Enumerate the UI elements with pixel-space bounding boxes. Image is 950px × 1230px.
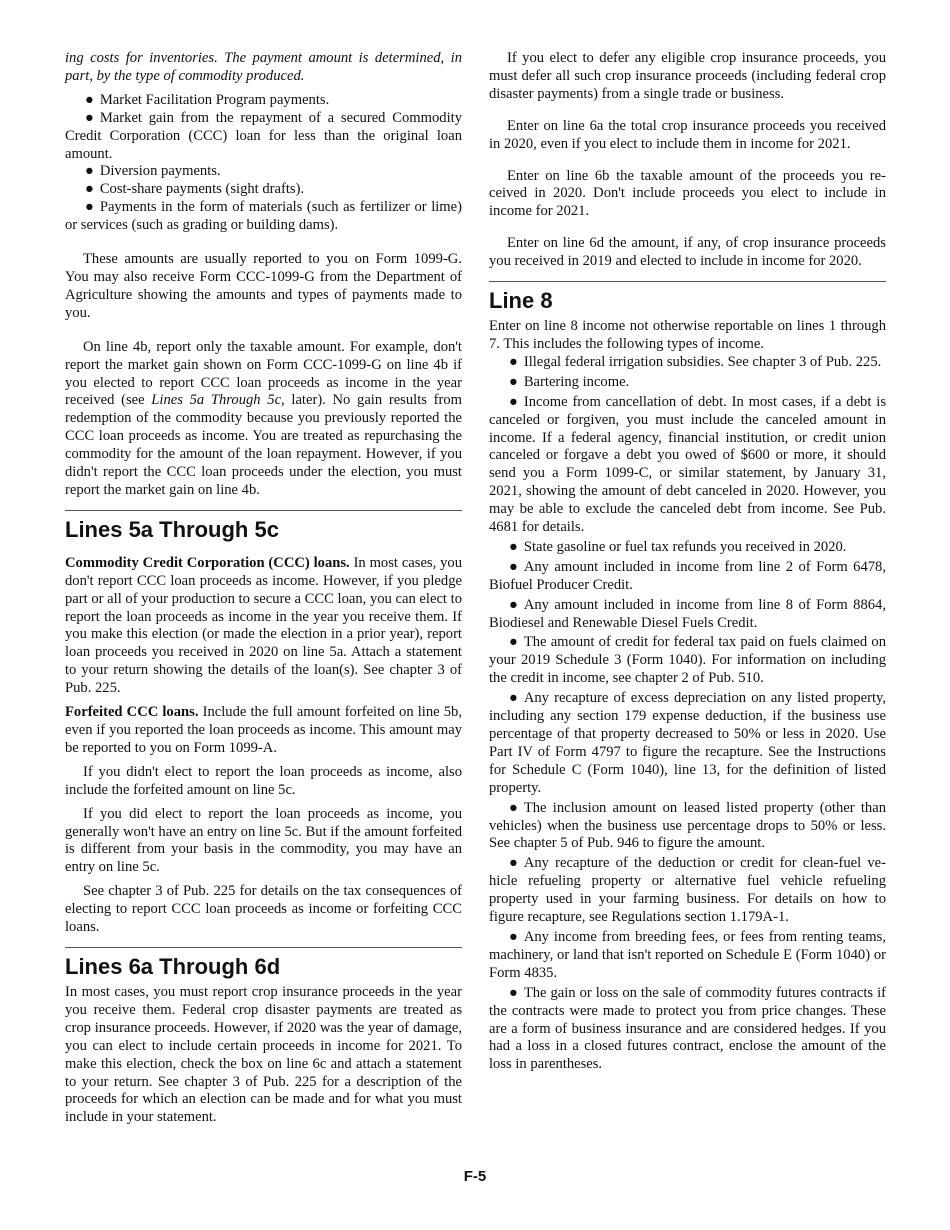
bullet-icon: ● bbox=[509, 855, 518, 872]
bullet-icon: ● bbox=[509, 984, 518, 1001]
list-item: ● The gain or loss on the sale of commodity futures contracts if the contracts were made to protect you from price changes. These are a form of business insurance and are considered hedges. If you had a loss in a closed futures contract, enclose the amount of the loss in parentheses. bbox=[489, 984, 886, 1073]
list-item: ● The amount of credit for federal tax paid on fuels claimed on your 2019 Schedule 3 (Form 1040). For information on including the credit in income, see chapter 2 of Pub. 510. bbox=[489, 634, 886, 687]
list-item: ● Payments in the form of materials (such as fertilizer or lime) or services (such as grading or building dams). bbox=[65, 199, 462, 234]
bullet-icon: ● bbox=[85, 163, 94, 180]
list-item: ● Market gain from the repayment of a secured Commodity Credit Corporation (CCC) loan for less than the original loan amount. bbox=[65, 109, 462, 162]
list-item: ● Any recapture of the deduction or credit for clean-fuel vehicle refueling property or alternative fuel vehicle refueling property used in your farming business. For details on how to figure recapture, see Regulations section 1.179A-1. bbox=[489, 855, 886, 926]
list-item: ● Any recapture of excess depreciation on any listed property, including any section 179 expense deduction, if the business use percentage of that property decreased to 50% or less in 2020. Use Part IV of Form 4797 to figure the recapture. See the Instructions for Schedule C (Form 1040), line 13, for the definition of listed property. bbox=[489, 690, 886, 796]
defer-paragraph: If you elect to defer any eligible crop insurance proceeds, you must defer all such crop insurance proceeds (including federal crop disaster payments) from a single trade or business. bbox=[489, 50, 886, 102]
ccc-loans-paragraph: Commodity Credit Corporation (CCC) loans. In most cases, you don't report CCC loan proceeds as income. However, if you pledge part or all of your production to secure a CCC loan, you can elect to report the loan proceeds as income in the year you receive them. If you make this election (or made the election in a prior year), report loan proceeds you received in 2020 on line 5a. Attach a statement to your return showing the details of the loan(s). See chapter 3 of Pub. 225. bbox=[65, 554, 463, 697]
list-item: ● Market Facilitation Program payments. bbox=[85, 91, 330, 108]
bullet-icon: ● bbox=[509, 596, 518, 613]
section-heading-lines-6a-6d: Lines 6a Through 6d bbox=[65, 947, 462, 980]
bullet-icon: ● bbox=[509, 538, 518, 555]
list-item: ● Income from cancellation of debt. In most cases, if a debt is canceled or forgiven, you must include the canceled amount in income. If a federal agency, financial institution, or credit union canceled or forgave a debt you owed of $600 or more, it should send you a Form 1099-C, or similar statement, by January 31, 2021, showing the amount of debt canceled in 2020. However, you may be able to exclude the canceled debt from income. See Pub. 4681 for details. bbox=[489, 393, 886, 536]
forfeited-loans-paragraph: Forfeited CCC loans. Include the full amount forfeited on line 5b, even if you reported the loan proceeds as income. This amount may be reported to you on Form 1099-A. bbox=[65, 704, 462, 756]
list-item: ● Cost-share payments (sight drafts). bbox=[85, 181, 305, 198]
bullet-icon: ● bbox=[509, 690, 518, 707]
list-item: ● Illegal federal irrigation subsidies. See chapter 3 of Pub. 225. bbox=[509, 353, 882, 370]
line-6b-paragraph: Enter on line 6b the taxable amount of the proceeds you received in 2020. Don't include proceeds you elect to include in income for 2021. bbox=[489, 167, 886, 220]
list-item: ● Any amount included in income from line 2 of Form 6478, Biofuel Producer Credit. bbox=[489, 558, 886, 593]
line-6d-paragraph: Enter on line 6d the amount, if any, of crop insurance proceeds you received in 2019 and elected to include in income for 2020. bbox=[489, 235, 886, 270]
page-number: F-5 bbox=[463, 1168, 487, 1185]
list-item: ● State gasoline or fuel tax refunds you received in 2020. bbox=[509, 538, 847, 555]
left-column bbox=[65, 50, 462, 1127]
did-elect-paragraph: If you did elect to report the loan proceeds as income, you generally won't have an entry on line 5c. But if the amount forfeited is different from your basis in the commodity, you may have an entry on line 5c. bbox=[65, 805, 462, 876]
line-4b-paragraph: On line 4b, report only the taxable amount. For example, don't report the market gain shown on Form CCC-1099-G on line 4b if you elected to report CCC loan proceeds as income in the year received (see Lines 5a Through 5c, later). No gain results from redemption of the commodity because you previously reported the CCC loan proceeds as income. You are treated as repurchasing the commodity for the amount of the loan repayment. However, if you didn't report the CCC loan proceeds under the election, you must report the market gain on line 4b. bbox=[65, 338, 462, 498]
bullet-icon: ● bbox=[509, 373, 518, 390]
list-item: ● The inclusion amount on leased listed property (other than vehicles) when the business use percentage drops to 50% or less. See chapter 5 of Pub. 946 to figure the amount. bbox=[489, 799, 886, 852]
list-item: ● Any amount included in income from line 8 of Form 8864, Biodiesel and Renewable Diesel Fuels Credit. bbox=[489, 596, 886, 631]
bullet-icon: ● bbox=[509, 393, 518, 410]
payments-bullet-list bbox=[65, 92, 462, 235]
section-heading-lines-5a-5c: Lines 5a Through 5c bbox=[65, 510, 462, 543]
bullet-icon: ● bbox=[509, 799, 518, 816]
right-column bbox=[489, 50, 886, 1074]
list-item: ● Any income from breeding fees, or fees from renting teams, machinery, or land that isn't reported on Schedule E (Form 1040) or Form 4835. bbox=[489, 928, 886, 981]
crop-insurance-paragraph: In most cases, you must report crop insurance proceeds in the year you receive them. Federal crop disaster payments are treated as crop insurance proceeds. However, if 2020 was the year of damage, you can elect to include certain proceeds in income for 2021. To make this election, check the box on line 6c and attach a statement to your return. See chapter 3 of Pub. 225 for a description of the proceeds for which an election can be made and for what you must include in your statement. bbox=[65, 983, 462, 1126]
list-item: ● Bartering income. bbox=[509, 373, 630, 390]
see-chapter-paragraph: See chapter 3 of Pub. 225 for details on the tax consequences of electing to report CCC loan proceeds as income or forfeiting CCC loans. bbox=[65, 883, 462, 936]
bullet-icon: ● bbox=[85, 109, 94, 126]
list-item: ● Diversion payments. bbox=[85, 163, 221, 180]
bullet-icon: ● bbox=[509, 634, 518, 651]
bullet-icon: ● bbox=[85, 181, 94, 198]
intro-italic-text: ing costs for inventories. The payment amount is determined, in part, by the type of commodity produced. bbox=[65, 50, 462, 84]
didnt-elect-paragraph: If you didn't elect to report the loan proceeds as income, also include the forfeited amount on line 5c. bbox=[65, 763, 462, 798]
bullet-icon: ● bbox=[509, 353, 518, 370]
line-6a-paragraph: Enter on line 6a the total crop insurance proceeds you received in 2020, even if you elect to include them in income for 2021. bbox=[489, 117, 886, 152]
line-8-paragraph: Enter on line 8 income not otherwise reportable on lines 1 through 7. This includes the following types of income. bbox=[489, 318, 886, 352]
bullet-icon: ● bbox=[509, 928, 518, 945]
form-1099g-paragraph: These amounts are usually reported to you on Form 1099-G. You may also receive Form CCC-1099-G from the Department of Agriculture showing the amounts and types of payments made to you. bbox=[65, 251, 462, 321]
bullet-icon: ● bbox=[509, 558, 518, 575]
section-heading-line-8: Line 8 bbox=[489, 281, 886, 314]
other-income-bullet-list bbox=[489, 354, 886, 1074]
bullet-icon: ● bbox=[85, 91, 94, 108]
bullet-icon: ● bbox=[85, 199, 94, 216]
